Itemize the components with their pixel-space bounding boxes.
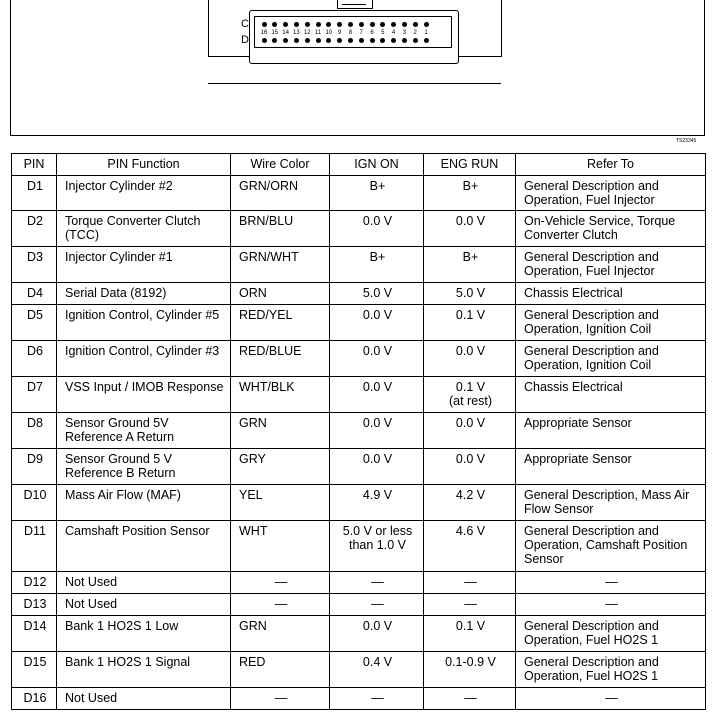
ign-on-cell (330, 377, 424, 413)
function-cell-text: Injector Cylinder #2 (65, 179, 173, 193)
pin-cell-text: D4 (27, 286, 43, 300)
pin-dot-row-d (316, 38, 321, 43)
function-cell (57, 594, 231, 616)
eng-run-cell (424, 594, 516, 616)
pin-number-label: 15 (271, 30, 279, 36)
figure-id: TS23345 (676, 138, 697, 144)
ign-on-cell (330, 247, 424, 283)
pin-dot-row-d (294, 38, 299, 43)
header-wire-color: Wire Color (231, 154, 330, 176)
refer-to-cell (516, 176, 706, 211)
table-header-row (12, 154, 706, 176)
ign-on-cell (330, 572, 424, 594)
pin-cell (12, 247, 57, 283)
function-cell (57, 688, 231, 710)
header-eng-run: ENG RUN (424, 154, 516, 176)
eng-run-cell-text: B+ (462, 250, 479, 264)
function-cell (57, 305, 231, 341)
pin-cell-text: D2 (27, 214, 43, 228)
table-row (12, 176, 706, 211)
eng-run-cell (424, 485, 516, 521)
function-cell (57, 485, 231, 521)
pin-dot-row-d (348, 38, 353, 43)
refer-to-cell-text: General Description and Operation, Fuel HO2S 1 (524, 619, 659, 647)
refer-to-cell-text: Chassis Electrical (524, 380, 623, 394)
pin-dot-row-c (316, 22, 321, 27)
pin-table (11, 153, 706, 710)
eng-run-cell (424, 616, 516, 652)
refer-to-cell (516, 247, 706, 283)
ign-on-cell (330, 413, 424, 449)
ign-on-cell-text: 5.0 V or less than 1.0 V (342, 524, 413, 552)
table-row (12, 377, 706, 413)
table-row (12, 305, 706, 341)
wire-color-cell-text: — (274, 575, 288, 589)
pin-cell-text: D12 (23, 575, 47, 589)
table-row (12, 283, 706, 305)
eng-run-cell-text: 4.2 V (455, 488, 486, 502)
pin-number-label: 16 (260, 30, 268, 36)
ign-on-cell-text: 0.0 V (362, 214, 393, 228)
pin-dot-row-c (413, 22, 418, 27)
function-cell-text: VSS Input / IMOB Response (65, 380, 224, 394)
pin-number-label: 1 (424, 30, 428, 36)
pin-number-label: 8 (348, 30, 353, 36)
pin-cell-text: D9 (27, 452, 43, 466)
pin-cell-text: D16 (23, 691, 47, 705)
ign-on-cell-text: 0.0 V (362, 344, 393, 358)
refer-to-cell (516, 305, 706, 341)
ign-on-cell (330, 616, 424, 652)
pin-cell-text: D3 (27, 250, 43, 264)
pin-cell-text: D13 (23, 597, 47, 611)
wire-color-cell-text: GRN (239, 619, 267, 633)
function-cell (57, 377, 231, 413)
eng-run-cell-text: 0.0 V (455, 416, 486, 430)
row-letter-d: D (241, 34, 249, 46)
refer-to-cell (516, 485, 706, 521)
wire-color-cell-text: YEL (239, 488, 263, 502)
refer-to-cell (516, 688, 706, 710)
table-row (12, 449, 706, 485)
refer-to-cell (516, 283, 706, 305)
table-row (12, 485, 706, 521)
function-cell (57, 176, 231, 211)
pin-number-label: 9 (337, 30, 342, 36)
wire-color-cell-text: WHT/BLK (239, 380, 295, 394)
ign-on-cell-text: — (371, 597, 384, 611)
pin-cell (12, 377, 57, 413)
eng-run-cell (424, 341, 516, 377)
eng-run-cell-text: 0.0 V (455, 452, 486, 466)
header-pin: PIN (12, 154, 57, 176)
pin-cell-text: D1 (27, 179, 43, 193)
eng-run-cell (424, 377, 516, 413)
wire-color-cell (231, 616, 330, 652)
eng-run-cell (424, 305, 516, 341)
ign-on-cell (330, 211, 424, 247)
function-cell-text: Not Used (65, 597, 118, 611)
ign-on-cell (330, 652, 424, 688)
pin-dot-row-d (370, 38, 375, 43)
pin-number-label: 7 (359, 30, 363, 36)
eng-run-cell (424, 521, 516, 572)
function-cell (57, 652, 231, 688)
pin-cell (12, 521, 57, 572)
ign-on-cell (330, 594, 424, 616)
wire-color-cell (231, 341, 330, 377)
refer-to-cell (516, 572, 706, 594)
function-cell (57, 572, 231, 594)
refer-to-cell (516, 377, 706, 413)
pin-cell-text: D6 (27, 344, 43, 358)
row-letter-c: C (241, 18, 249, 30)
table-row (12, 594, 706, 616)
function-cell-text: Ignition Control, Cylinder #3 (65, 344, 220, 358)
refer-to-cell-text: General Description and Operation, Camshaft Position Sensor (524, 524, 688, 566)
refer-to-cell (516, 449, 706, 485)
function-cell (57, 341, 231, 377)
refer-to-cell-text: Appropriate Sensor (524, 416, 632, 430)
pin-dot-row-c (370, 22, 375, 27)
pin-cell (12, 485, 57, 521)
function-cell-text: Torque Converter Clutch (TCC) (65, 214, 201, 242)
eng-run-cell-text: 4.6 V (455, 524, 486, 538)
pin-cell-text: D15 (23, 655, 47, 669)
refer-to-cell-text: General Description and Operation, Ignition Coil (524, 344, 659, 372)
wire-color-cell (231, 211, 330, 247)
wire-color-cell-text: GRN/ORN (239, 179, 299, 193)
table-row (12, 572, 706, 594)
pin-cell (12, 449, 57, 485)
ign-on-cell (330, 688, 424, 710)
wire-color-cell (231, 521, 330, 572)
pin-cell-text: D7 (27, 380, 43, 394)
ign-on-cell (330, 449, 424, 485)
refer-to-cell (516, 652, 706, 688)
ign-on-cell-text: — (371, 575, 384, 589)
wire-color-cell-text: GRN (239, 416, 267, 430)
wire-color-cell-text: ORN (239, 286, 267, 300)
pin-cell (12, 688, 57, 710)
wire-color-cell (231, 652, 330, 688)
function-cell-text: Bank 1 HO2S 1 Signal (65, 655, 191, 669)
ign-on-cell-text: 5.0 V (362, 286, 393, 300)
pin-cell (12, 572, 57, 594)
header-function: PIN Function (57, 154, 231, 176)
pin-cell (12, 652, 57, 688)
eng-run-cell-text: 0.1 V (455, 308, 486, 322)
ign-on-cell (330, 341, 424, 377)
pin-dot-row-d (413, 38, 418, 43)
function-cell-text: Injector Cylinder #1 (65, 250, 173, 264)
pin-number-label: 12 (303, 30, 311, 36)
header-ign-on: IGN ON (330, 154, 424, 176)
ign-on-cell (330, 283, 424, 305)
figure-rule (208, 83, 501, 84)
refer-to-cell-text: On-Vehicle Service, Torque Converter Clutch (524, 214, 676, 242)
eng-run-cell (424, 572, 516, 594)
pin-cell (12, 413, 57, 449)
ign-on-cell-text: — (371, 691, 384, 705)
refer-to-cell-text: — (605, 691, 618, 705)
ign-on-cell-text: 0.0 V (362, 452, 393, 466)
eng-run-cell-text: 0.0 V (455, 214, 486, 228)
wire-color-cell-text: WHT (239, 524, 268, 538)
function-cell-text: Ignition Control, Cylinder #5 (65, 308, 220, 322)
eng-run-cell-text: — (464, 575, 477, 589)
pin-dot-row-d (402, 38, 407, 43)
pin-number-label: 13 (293, 30, 300, 36)
pin-cell-text: D11 (23, 524, 46, 538)
refer-to-cell (516, 594, 706, 616)
function-cell-text: Camshaft Position Sensor (65, 524, 210, 538)
pin-number-label: 3 (402, 30, 407, 36)
eng-run-cell-text: 0.1 V (455, 380, 486, 394)
table-row (12, 652, 706, 688)
eng-run-cell (424, 413, 516, 449)
eng-run-cell (424, 283, 516, 305)
refer-to-cell-text: — (605, 597, 618, 611)
table-row (12, 521, 706, 572)
function-cell (57, 413, 231, 449)
function-cell (57, 521, 231, 572)
pin-dot-row-c (348, 22, 353, 27)
wire-color-cell (231, 449, 330, 485)
refer-to-cell-text: Appropriate Sensor (524, 452, 632, 466)
eng-run-cell-text: B+ (462, 179, 479, 193)
wire-color-cell-text: BRN/BLU (239, 214, 294, 228)
eng-run-note: (at rest) (448, 394, 493, 408)
table-row (12, 341, 706, 377)
pin-number-label: 6 (370, 30, 374, 36)
function-cell (57, 211, 231, 247)
eng-run-cell (424, 247, 516, 283)
pin-cell (12, 283, 57, 305)
function-cell-text: Bank 1 HO2S 1 Low (65, 619, 179, 633)
eng-run-cell-text: 5.0 V (455, 286, 486, 300)
wire-color-cell-text: RED/YEL (239, 308, 293, 322)
table-row (12, 616, 706, 652)
table-row (12, 413, 706, 449)
ign-on-cell-text: 4.9 V (362, 488, 393, 502)
refer-to-cell-text: General Description and Operation, Fuel Injector (524, 250, 659, 278)
wire-color-cell (231, 594, 330, 616)
refer-to-cell (516, 413, 706, 449)
wire-color-cell-text: RED (239, 655, 266, 669)
eng-run-cell (424, 652, 516, 688)
pin-dot-row-d (424, 38, 429, 43)
eng-run-cell-text: 0.1 V (455, 619, 486, 633)
eng-run-cell (424, 211, 516, 247)
refer-to-cell-text: General Description and Operation, Fuel Injector (524, 179, 659, 207)
function-cell-text: Not Used (65, 575, 118, 589)
refer-to-cell (516, 616, 706, 652)
table-body (12, 176, 706, 710)
pin-dot-row-c (359, 22, 364, 27)
pin-cell (12, 594, 57, 616)
pin-dot-row-d (305, 38, 310, 43)
wire-color-cell (231, 283, 330, 305)
function-cell (57, 616, 231, 652)
eng-run-cell-text: 0.0 V (455, 344, 486, 358)
function-cell-text: Mass Air Flow (MAF) (65, 488, 181, 502)
wire-color-cell-text: — (274, 597, 288, 611)
wire-color-cell (231, 377, 330, 413)
refer-to-cell (516, 341, 706, 377)
ign-on-cell (330, 305, 424, 341)
wire-color-cell (231, 247, 330, 283)
pin-cell (12, 305, 57, 341)
ign-on-cell (330, 176, 424, 211)
eng-run-cell (424, 176, 516, 211)
ign-on-cell-text: 0.0 V (362, 308, 393, 322)
wire-color-cell (231, 176, 330, 211)
pin-number-label: 5 (381, 30, 385, 36)
pin-number-label: 10 (325, 30, 333, 36)
refer-to-cell-text: General Description and Operation, Ignition Coil (524, 308, 659, 336)
pin-dot-row-c (262, 22, 267, 27)
wire-color-cell (231, 305, 330, 341)
pin-dot-row-c (402, 22, 407, 27)
wire-color-cell-text: RED/BLUE (239, 344, 302, 358)
wire-color-cell (231, 413, 330, 449)
pin-cell (12, 176, 57, 211)
wire-color-cell-text: — (274, 691, 288, 705)
function-cell-text: Sensor Ground 5V Reference A Return (65, 416, 175, 444)
ign-on-cell-text: B+ (369, 179, 386, 193)
header-refer-to: Refer To (516, 154, 706, 176)
ign-on-cell-text: 0.0 V (362, 416, 393, 430)
pin-cell-text: D14 (23, 619, 47, 633)
pin-cell-text: D8 (27, 416, 43, 430)
function-cell (57, 247, 231, 283)
ign-on-cell (330, 521, 424, 572)
pin-cell (12, 341, 57, 377)
function-cell-text: Serial Data (8192) (65, 286, 167, 300)
refer-to-cell-text: Chassis Electrical (524, 286, 623, 300)
pin-dot-row-c (424, 22, 429, 27)
ign-on-cell-text: 0.0 V (362, 380, 393, 394)
eng-run-cell (424, 449, 516, 485)
refer-to-cell (516, 211, 706, 247)
wire-color-cell (231, 485, 330, 521)
ign-on-cell-text: 0.4 V (362, 655, 393, 669)
pin-dot-row-d (262, 38, 267, 43)
wire-color-cell (231, 572, 330, 594)
function-cell (57, 449, 231, 485)
connector-latch-inner (342, 0, 366, 5)
table-row (12, 688, 706, 710)
refer-to-cell-text: General Description and Operation, Fuel HO2S 1 (524, 655, 659, 683)
eng-run-cell-text: 0.1-0.9 V (445, 655, 496, 669)
function-cell-text: Sensor Ground 5 V Reference B Return (65, 452, 176, 480)
refer-to-cell-text: — (605, 575, 618, 589)
pin-cell (12, 211, 57, 247)
ign-on-cell-text: B+ (369, 250, 386, 264)
pin-cell (12, 616, 57, 652)
eng-run-cell (424, 688, 516, 710)
pin-number-label: 4 (391, 30, 396, 36)
pin-number-label: 2 (413, 30, 417, 36)
function-cell (57, 283, 231, 305)
eng-run-cell-text: — (464, 597, 477, 611)
refer-to-cell (516, 521, 706, 572)
pin-number-label: 11 (314, 30, 322, 36)
pin-cell-text: D10 (23, 488, 47, 502)
table-row (12, 211, 706, 247)
function-cell-text: Not Used (65, 691, 118, 705)
wire-color-cell (231, 688, 330, 710)
pin-dot-row-c (294, 22, 299, 27)
eng-run-cell-text: — (464, 691, 477, 705)
table-row (12, 247, 706, 283)
ign-on-cell (330, 485, 424, 521)
wire-color-cell-text: GRN/WHT (239, 250, 299, 264)
refer-to-cell-text: General Description, Mass Air Flow Sensor (524, 488, 690, 516)
pin-cell-text: D5 (27, 308, 43, 322)
ign-on-cell-text: 0.0 V (362, 619, 393, 633)
pin-dot-row-d (359, 38, 364, 43)
pin-number-label: 14 (282, 30, 289, 36)
pin-dot-row-c (305, 22, 310, 27)
wire-color-cell-text: GRY (239, 452, 266, 466)
